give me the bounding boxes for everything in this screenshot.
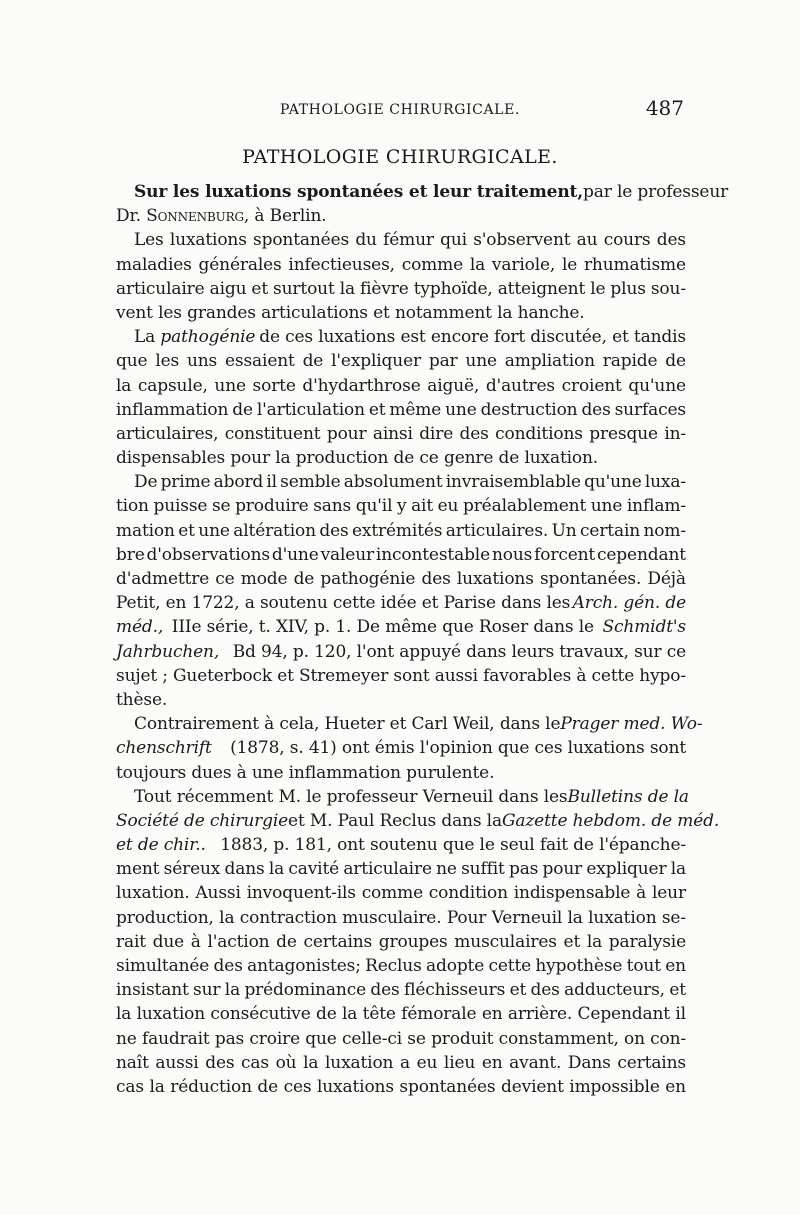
text-line: Les luxations spontanées du fémur qui s'observent au cours des xyxy=(134,230,686,251)
text-line xyxy=(116,736,686,760)
byline-location: , à Berlin. xyxy=(243,206,327,227)
running-title: PATHOLOGIE CHIRURGICALE. xyxy=(280,102,520,118)
text-line xyxy=(116,640,686,664)
text-line xyxy=(116,785,689,809)
text-line: articulaire aigu et surtout la fièvre typhoïde, atteignent le plus sou- xyxy=(116,278,686,299)
page-number: 487 xyxy=(645,96,684,120)
text-line: que les uns essaient de l'expliquer par une ampliation rapide de xyxy=(116,351,686,372)
citation: Société de chirurgie xyxy=(116,810,289,831)
text-run: Tout récemment M. le professeur Verneuil dans les xyxy=(134,786,568,807)
text-run: de ces luxations est encore fort discutée, et tandis xyxy=(259,327,686,348)
section-title: PATHOLOGIE CHIRURGICALE. xyxy=(242,146,558,168)
article-heading-line xyxy=(116,180,729,204)
text-line xyxy=(116,325,686,349)
citation: Arch. gén. de xyxy=(572,593,686,614)
text-line xyxy=(116,615,686,639)
text-run: Petit, en 1722, a soutenu cette idée et Parise dans les xyxy=(116,593,571,614)
text-line: mation et une altération des extrémités articulaires. Un certain nom- xyxy=(116,520,686,541)
text-line: rait due à l'action de certains groupes musculaires et la paralysie xyxy=(116,931,686,952)
byline-prefix: Dr. xyxy=(116,206,141,227)
text-run: 1883, p. 181, ont soutenu que le seul fait de l'épanche- xyxy=(220,835,686,856)
text-run: IIIe série, t. XIV, p. 1. De même que Roser dans le xyxy=(171,617,594,638)
text-line xyxy=(116,591,686,615)
citation: Prager med. Wo- xyxy=(560,714,703,735)
text-run: Bd 94, p. 120, l'ont appuyé dans leurs travaux, sur ce xyxy=(232,641,686,662)
text-line xyxy=(116,809,720,833)
citation: Gazette hebdom. de méd. xyxy=(501,810,720,831)
text-line: d'admettre ce mode de pathogénie des luxations spontanées. Déjà xyxy=(116,569,686,589)
emphasis: pathogénie xyxy=(160,327,256,348)
citation: méd., xyxy=(116,617,164,638)
text-line: simultanée des antagonistes; Reclus adopte cette hypothèse tout en xyxy=(116,956,686,976)
text-line: dispensables pour la production de ce genre de luxation. xyxy=(116,448,599,469)
text-line: articulaires, constituent pour ainsi dire des conditions presque in- xyxy=(116,423,686,444)
text-run: Contrairement à cela, Hueter et Carl Weil, dans le xyxy=(134,714,561,735)
text-line: production, la contraction musculaire. Pour Verneuil la luxation se- xyxy=(116,907,686,928)
byline-line xyxy=(116,204,686,228)
text-line: tion puisse se produire sans qu'il y ait eu préalablement une inflam- xyxy=(116,496,686,517)
text-line: ment séreux dans la cavité articulaire ne suffit pas pour expliquer la xyxy=(116,859,686,880)
citation: Jahrbuchen, xyxy=(116,641,220,662)
citation: Bulletins de la xyxy=(567,786,689,807)
text-line: thèse. xyxy=(116,689,168,710)
text-line: luxation. Aussi invoquent-ils comme condition indispensable à leur xyxy=(116,883,686,904)
text-line: toujours dues à une inflammation purulente. xyxy=(116,762,495,783)
body-text xyxy=(116,180,729,1099)
text-line: ne faudrait pas croire que celle-ci se produit constamment, on con- xyxy=(116,1028,686,1049)
text-line: la capsule, une sorte d'hydarthrose aiguë, d'autres croient qu'une xyxy=(116,375,686,396)
text-line: maladies générales infectieuses, comme la variole, le rhumatisme xyxy=(116,254,686,275)
article-title: Sur les luxations spontanées et leur traitement, xyxy=(134,182,584,202)
citation: et de chir.. xyxy=(116,835,206,856)
text-line: bre d'observations d'une valeur incontestable nous forcent cependant xyxy=(116,544,686,565)
text-line: De prime abord il semble absolument invraisemblable qu'une luxa- xyxy=(134,472,686,493)
text-line: insistant sur la prédominance des fléchisseurs et des adducteurs, et xyxy=(116,980,686,1001)
byline-part: par le professeur xyxy=(583,182,729,202)
citation: Schmidt's xyxy=(602,617,686,638)
text-line: vent les grandes articulations et notamment la hanche. xyxy=(116,302,585,323)
text-line: sujet ; Gueterbock et Stremeyer sont aussi favorables à cette hypo- xyxy=(116,665,686,686)
text-line: cas la réduction de ces luxations spontanées devient impossible en xyxy=(116,1076,686,1097)
text-line: naît aussi des cas où la luxation a eu lieu en avant. Dans certains xyxy=(116,1052,686,1073)
text-run: et M. Paul Reclus dans la xyxy=(288,810,502,831)
running-header xyxy=(116,96,684,126)
text-line xyxy=(116,712,703,736)
author-name: Sonnenburg xyxy=(146,206,244,227)
text-line: inflammation de l'articulation et même une destruction des surfaces xyxy=(116,399,686,420)
text-line: la luxation consécutive de la tête fémorale en arrière. Cependant il xyxy=(116,1004,686,1025)
text-line xyxy=(116,833,686,857)
citation: chenschrift xyxy=(116,738,212,759)
text-run: (1878, s. 41) ont émis l'opinion que ces luxations sont xyxy=(230,738,686,759)
text-run: La pathogénie xyxy=(134,325,255,349)
